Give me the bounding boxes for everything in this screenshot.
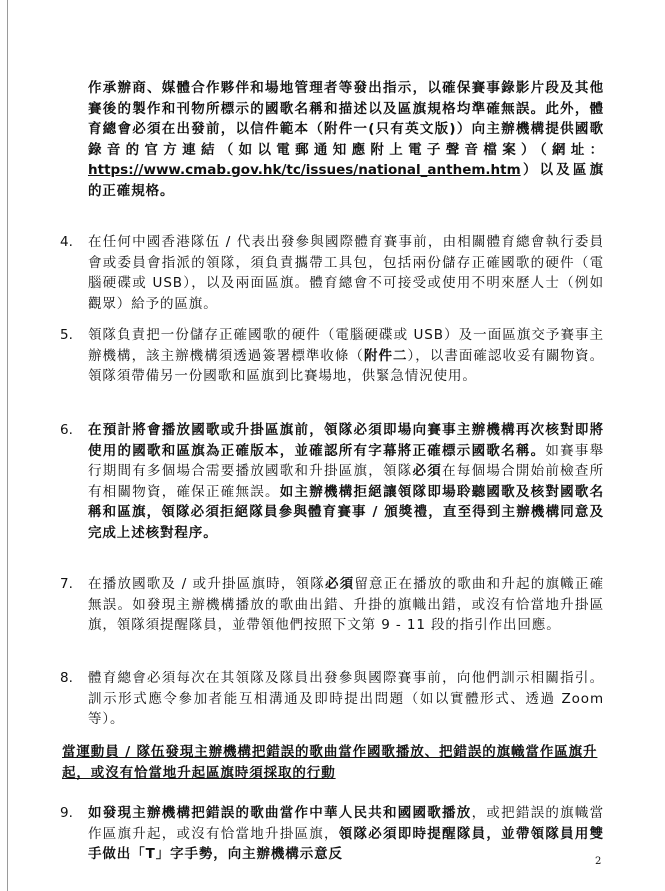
intro-text-2: ）以及區旗的正確規格。 — [88, 162, 604, 199]
p9-text-2: ，或把錯誤的旗幟當作區旗升起，或沒有恰當地升掛區旗， — [88, 805, 604, 842]
paragraph-number-5: 5. — [60, 327, 73, 343]
p6-text-1: 在預計將會播放國歌或升掛區旗前，領隊必須即場向賽事主辦機構再次核對即將使用的國歌和區旗為正確版本，並確認所有字幕將正確標示國歌名稱。 — [88, 422, 604, 459]
p6-text-4: 在每個場合開始前檢查所有相關物資，確保正確無誤。 — [88, 463, 604, 500]
paragraph-5 — [88, 325, 604, 387]
intro-text-1: 作承辦商、媒體合作夥伴和場地管理者等發出指示，以確保賽事錄影片段及其他賽後的製作和刊物所標示的國歌名稱和描述以及區旗規格均準確無誤。此外，體育總會必須在出發前，以信件範本（附件一(只有英文版)）向主辦機構提供國歌錄音的官方連結（如以電郵通知應附上電子聲音檔案）（網址： — [88, 80, 604, 158]
paragraph-intro-continuation — [88, 78, 604, 201]
p5-text-1: 領隊負責把一份儲存正確國歌的硬件（電腦硬碟或 USB）及一面區旗交予賽事主辦機構，該主辦機構須透過簽署標準收條（ — [88, 327, 604, 364]
p9-text-3: 領隊必須即時提醒隊員，並帶領隊員用雙手做出「T」字手勢，向主辦機構示意反 — [88, 825, 604, 862]
paragraph-number-9: 9. — [60, 805, 73, 821]
paragraph-number-8: 8. — [60, 670, 73, 686]
p7-text-3: 留意正在播放的歌曲和升起的旗幟正確無誤。如發現主辦機構播放的歌曲出錯、升掛的旗幟出錯，或沒有恰當地升掛區旗，領隊須提醒隊員，並帶領他們按照下文第 9 - 11 段的指引作出回應。 — [88, 576, 604, 633]
paragraph-7 — [88, 574, 604, 636]
page-number: 2 — [595, 856, 602, 867]
paragraph-4: 在任何中國香港隊伍 / 代表出發參與國際體育賽事前，由相關體育總會執行委員會或委員會指派的領隊，須負責攜帶工具包，包括兩份儲存正確國歌的硬件（電腦硬碟或 USB），以及兩面區旗。體育總會不可接受或使用不明來歷人士（例如觀眾）給予的區旗。 — [88, 234, 604, 312]
paragraph-number-6: 6. — [60, 422, 73, 438]
paragraph-8: 體育總會必須每次在其領隊及隊員出發參與國際賽事前，向他們訓示相關指引。訓示形式應令參加者能互相溝通及即時提出問題（如以實體形式、透過 Zoom 等）。 — [88, 670, 604, 727]
p6-text-5: 如主辦機構拒絕讓領隊即場聆聽國歌及核對國歌名稱和區旗，領隊必須拒絕隊員參與體育賽事 / 頒獎禮，直至得到主辦機構同意及完成上述核對程序。 — [88, 483, 604, 541]
section-heading: 當運動員 / 隊伍發現主辦機構把錯誤的歌曲當作國歌播放、把錯誤的旗幟當作區旗升起，或沒有恰當地升起區旗時須採取的行動 — [62, 744, 598, 781]
annex-two-ref: 附件二 — [363, 347, 408, 364]
paragraph-number-7: 7. — [60, 576, 73, 592]
p7-text-2: 必須 — [324, 576, 355, 592]
p6-text-2: 如賽事舉行期間有多個場合需要播放國歌和升掛區旗，領隊 — [88, 442, 604, 479]
p5-text-3: ），以書面確認收妥有關物資。領隊須帶備另一份國歌和區旗到比賽場地，供緊急情況使用。 — [88, 347, 604, 384]
p7-text-1: 在播放國歌及 / 或升掛區旗時，領隊 — [88, 576, 325, 592]
paragraph-6 — [88, 420, 604, 543]
p6-text-3: 必須 — [412, 463, 443, 479]
paragraph-number-4: 4. — [60, 234, 73, 250]
paragraph-9 — [88, 803, 604, 865]
p9-text-1: 如發現主辦機構把錯誤的歌曲當作中華人民共和國國歌播放 — [88, 805, 472, 821]
anthem-link[interactable]: https://www.cmab.gov.hk/tc/issues/national_anthem.htm — [88, 162, 521, 178]
